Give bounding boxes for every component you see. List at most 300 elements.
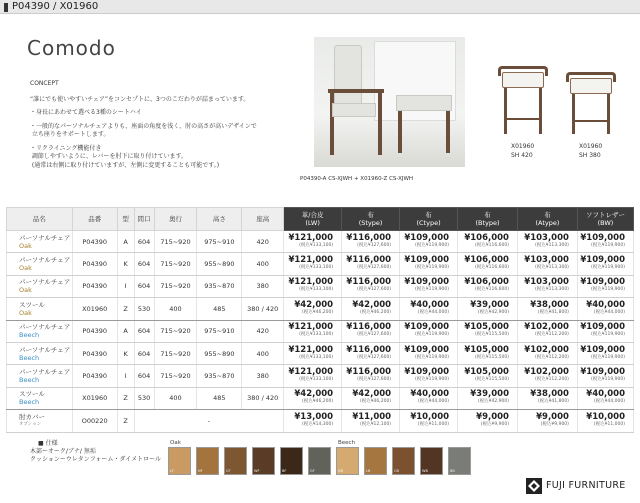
col-header: 高さ xyxy=(197,208,242,231)
seat-height-cell: 380 xyxy=(242,275,284,297)
price-cell xyxy=(458,253,518,275)
price-value: ¥116,000 xyxy=(346,255,392,266)
price-cell xyxy=(284,342,342,364)
wood-swatch xyxy=(168,447,191,475)
seat-height-cell: 380 / 420 xyxy=(242,298,284,320)
width-cell: 604 xyxy=(134,231,154,253)
price-col-grade: (Atype) xyxy=(535,219,560,227)
price-cell xyxy=(284,320,342,342)
swatch-code: NF xyxy=(198,469,203,473)
product-name: 肘カバー xyxy=(19,412,45,421)
price-col-grade: (LW) xyxy=(305,219,320,227)
price-value: ¥109,000 xyxy=(404,255,450,266)
height-cell: 935~870 xyxy=(197,365,242,387)
col-header: 品名 xyxy=(7,208,73,231)
col-header: 座高 xyxy=(242,208,284,231)
price-value: ¥38,000 xyxy=(530,299,569,310)
product-name: パーソナルチェア xyxy=(19,278,71,287)
swatch-code: LB xyxy=(366,469,371,473)
height-cell: 485 xyxy=(197,298,242,320)
price-tax-included: (税込¥113,300) xyxy=(534,242,569,248)
type-cell: Z xyxy=(117,387,134,409)
price-value: ¥121,000 xyxy=(288,277,334,288)
depth-cell: 715~920 xyxy=(154,275,197,297)
finish-label: Oak xyxy=(19,286,32,295)
price-cell xyxy=(517,320,577,342)
price-value: ¥106,000 xyxy=(464,277,509,288)
price-value: ¥109,000 xyxy=(580,344,625,355)
beech-swatch-label: Beech xyxy=(338,440,356,446)
product-name: パーソナルチェア xyxy=(19,368,71,377)
price-value: ¥105,000 xyxy=(464,322,509,333)
spec-heading-text: 仕様 xyxy=(45,440,58,447)
price-value: ¥121,000 xyxy=(288,367,334,378)
price-value: ¥39,000 xyxy=(470,389,509,400)
width-cell: 530 xyxy=(134,298,154,320)
product-name: パーソナルチェア xyxy=(19,233,71,242)
seat-height-cell: 420 xyxy=(242,231,284,253)
price-value: ¥38,000 xyxy=(530,389,569,400)
price-cell xyxy=(577,253,633,275)
concept-block xyxy=(30,80,280,175)
price-cell xyxy=(400,365,458,387)
price-tax-included: (税込¥115,500) xyxy=(475,354,509,360)
price-cell xyxy=(400,320,458,342)
concept-paragraph: “誰にでも使いやすいチェア”をコンセプトに、3つのこだわりが詰まっています。 xyxy=(30,95,250,103)
type-cell: K xyxy=(117,342,134,364)
price-cell xyxy=(400,231,458,253)
price-tax-included: (税込¥113,300) xyxy=(534,265,569,271)
price-col-header xyxy=(400,208,458,231)
swatch-code: BB xyxy=(450,469,455,473)
price-col-label: 布 xyxy=(425,211,432,219)
stool-seat-height: SH 380 xyxy=(579,152,601,159)
price-tax-included: (税込¥119,900) xyxy=(415,242,450,248)
price-value: ¥11,000 xyxy=(352,411,392,422)
price-col-header xyxy=(342,208,400,231)
price-value: ¥10,000 xyxy=(586,411,625,422)
price-cell xyxy=(517,298,577,320)
price-value: ¥42,000 xyxy=(294,389,334,400)
swatch-code: BF xyxy=(282,469,287,473)
price-tax-included: (税込¥119,900) xyxy=(415,332,450,338)
code-cell: O00220 xyxy=(72,410,117,432)
col-header: 品番 xyxy=(72,208,117,231)
price-tax-included: (税込¥119,900) xyxy=(591,287,625,293)
stool-seat xyxy=(502,72,544,88)
stool-leg xyxy=(539,88,542,134)
photo-chair-arm xyxy=(328,89,384,93)
price-tax-included: (税込¥133,100) xyxy=(299,242,334,248)
price-col-header xyxy=(284,208,342,231)
photo-stool-top xyxy=(396,95,452,111)
price-tax-included: (税込¥115,500) xyxy=(475,377,509,383)
finish-label: Oak xyxy=(19,264,32,273)
price-value: ¥102,000 xyxy=(524,367,569,378)
table-row xyxy=(7,275,634,297)
price-value: ¥109,000 xyxy=(580,322,625,333)
finish-label: Beech xyxy=(19,353,40,362)
swatch-code: NB xyxy=(338,469,344,473)
price-cell xyxy=(458,298,518,320)
price-tax-included: (税込¥119,900) xyxy=(415,354,450,360)
price-cell xyxy=(284,298,342,320)
seat-height-cell: 380 / 420 xyxy=(242,387,284,409)
wood-swatch xyxy=(280,447,303,475)
photo-chair-leg xyxy=(378,93,382,155)
price-tax-included: (税込¥112,200) xyxy=(534,354,569,360)
price-value: ¥42,000 xyxy=(352,299,392,310)
price-value: ¥109,000 xyxy=(580,232,625,243)
price-cell xyxy=(284,410,342,432)
product-name: パーソナルチェア xyxy=(19,256,71,265)
photo-stool-leg xyxy=(398,111,402,153)
height-cell: 975~910 xyxy=(197,320,242,342)
price-value: ¥103,000 xyxy=(524,255,569,266)
product-name-cell xyxy=(7,342,73,364)
price-tax-included: (税込¥42,900) xyxy=(477,399,509,405)
photo-chair-seat xyxy=(332,103,376,117)
price-value: ¥102,000 xyxy=(524,322,569,333)
dimension-cell: - xyxy=(134,410,284,432)
price-tax-included: (税込¥119,900) xyxy=(415,265,450,271)
price-value: ¥106,000 xyxy=(464,232,509,243)
price-cell xyxy=(342,365,400,387)
price-value: ¥9,000 xyxy=(536,411,569,422)
price-cell xyxy=(577,342,633,364)
price-cell xyxy=(577,320,633,342)
price-tax-included: (税込¥127,600) xyxy=(357,354,392,360)
stool-seat xyxy=(570,78,612,94)
price-table xyxy=(6,207,634,433)
price-tax-included: (税込¥119,900) xyxy=(591,242,625,248)
wood-swatch xyxy=(392,447,415,475)
wood-swatch xyxy=(336,447,359,475)
price-col-label: 革/合皮 xyxy=(301,211,324,219)
stool-leg xyxy=(504,88,507,134)
price-col-label: 布 xyxy=(484,211,491,219)
type-cell: Z xyxy=(117,410,134,432)
price-value: ¥109,000 xyxy=(580,367,625,378)
price-value: ¥109,000 xyxy=(580,277,625,288)
concept-paragraph: ・リクライニング機能付き 調節しやすいように、レバーを肘下に取り付けています。 (通常は右側に取り付けていますが、左側に変更することも可能です。) xyxy=(30,144,220,169)
code-cell: P04390 xyxy=(72,320,117,342)
depth-cell: 715~920 xyxy=(154,253,197,275)
type-cell: A xyxy=(117,320,134,342)
header-bar xyxy=(0,0,640,14)
code-cell: X01960 xyxy=(72,298,117,320)
price-tax-included: (税込¥116,600) xyxy=(475,287,509,293)
price-cell xyxy=(458,231,518,253)
price-tax-included: (税込¥133,100) xyxy=(299,287,334,293)
type-cell: Z xyxy=(117,298,134,320)
swatch-code: WB xyxy=(422,469,428,473)
price-cell xyxy=(577,298,633,320)
price-col-header xyxy=(458,208,518,231)
seat-height-cell: 380 xyxy=(242,365,284,387)
table-row xyxy=(7,342,634,364)
product-name: スツール xyxy=(19,390,45,399)
price-tax-included: (税込¥133,100) xyxy=(299,265,334,271)
price-value: ¥116,000 xyxy=(346,277,392,288)
code-cell: P04390 xyxy=(72,253,117,275)
price-value: ¥9,000 xyxy=(476,411,509,422)
concept-paragraph: ・一般的なパーソナルチェアよりも、座面の角度を浅く、肘の高さが高いデザインで 立ち座りをサポートします。 xyxy=(30,122,257,138)
wood-swatch xyxy=(420,447,443,475)
finish-label: Beech xyxy=(19,331,40,340)
table-row xyxy=(7,410,634,432)
price-cell xyxy=(284,365,342,387)
price-cell xyxy=(400,298,458,320)
height-cell: 975~910 xyxy=(197,231,242,253)
swatch-code: LF xyxy=(170,469,174,473)
price-cell xyxy=(577,410,633,432)
table-header-row xyxy=(7,208,634,231)
table-row xyxy=(7,365,634,387)
price-tax-included: (税込¥112,200) xyxy=(534,332,569,338)
price-tax-included: (税込¥46,200) xyxy=(301,399,334,405)
wood-swatch xyxy=(364,447,387,475)
price-tax-included: (税込¥133,100) xyxy=(299,377,334,383)
price-value: ¥40,000 xyxy=(586,299,625,310)
price-cell xyxy=(458,387,518,409)
price-value: ¥121,000 xyxy=(288,255,334,266)
price-tax-included: (税込¥119,900) xyxy=(415,377,450,383)
price-tax-included: (税込¥11,000) xyxy=(417,421,450,427)
price-cell xyxy=(342,410,400,432)
product-name-cell xyxy=(7,231,73,253)
wood-swatch xyxy=(196,447,219,475)
price-tax-included: (税込¥127,600) xyxy=(357,287,392,293)
product-name-cell xyxy=(7,253,73,275)
price-value: ¥40,000 xyxy=(410,299,450,310)
type-cell: I xyxy=(117,365,134,387)
price-value: ¥105,000 xyxy=(464,344,509,355)
code-cell: P04390 xyxy=(72,342,117,364)
table-row xyxy=(7,387,634,409)
oak-swatch-label: Oak xyxy=(170,440,181,446)
concept-paragraph: ・身長にあわせて選べる3種のシートハイ xyxy=(30,109,142,116)
swatch-code: WF xyxy=(254,469,260,473)
height-cell: 935~870 xyxy=(197,275,242,297)
price-col-grade: (BW) xyxy=(597,219,614,227)
price-cell xyxy=(458,342,518,364)
price-cell xyxy=(517,253,577,275)
price-tax-included: (税込¥115,500) xyxy=(475,332,509,338)
price-value: ¥116,000 xyxy=(346,322,392,333)
product-name: パーソナルチェア xyxy=(19,345,71,354)
stool-code: X01960 xyxy=(579,143,603,150)
wood-swatch xyxy=(448,447,471,475)
price-col-header xyxy=(577,208,633,231)
price-cell xyxy=(342,298,400,320)
wood-swatch xyxy=(224,447,247,475)
finish-label: オプション xyxy=(19,421,42,427)
depth-cell: 715~920 xyxy=(154,365,197,387)
depth-cell: 715~920 xyxy=(154,342,197,364)
code-cell: P04390 xyxy=(72,231,117,253)
spec-line: 木部ーオーク/ブナ/ 無垢 xyxy=(30,448,96,455)
price-tax-included: (税込¥14,300) xyxy=(301,421,334,427)
wood-swatch xyxy=(252,447,275,475)
price-cell xyxy=(577,231,633,253)
price-table-body xyxy=(7,231,634,433)
concept-heading: CONCEPT xyxy=(30,80,59,87)
type-cell: K xyxy=(117,253,134,275)
price-value: ¥109,000 xyxy=(404,367,450,378)
table-row xyxy=(7,320,634,342)
code-cell: P04390 xyxy=(72,365,117,387)
price-cell xyxy=(342,231,400,253)
price-tax-included: (税込¥44,000) xyxy=(417,309,450,315)
price-value: ¥42,000 xyxy=(352,389,392,400)
photo-stool-leg xyxy=(446,111,450,153)
price-cell xyxy=(342,320,400,342)
seat-height-cell: 400 xyxy=(242,253,284,275)
brand-logo xyxy=(526,476,636,496)
height-cell: 955~890 xyxy=(197,342,242,364)
height-cell: 485 xyxy=(197,387,242,409)
price-cell xyxy=(400,342,458,364)
price-col-label: ソフトレザー xyxy=(585,211,625,219)
depth-cell: 400 xyxy=(154,387,197,409)
price-tax-included: (税込¥127,600) xyxy=(357,377,392,383)
brand-name: FUJI FURNITURE xyxy=(546,480,626,491)
price-cell xyxy=(517,410,577,432)
price-cell xyxy=(577,365,633,387)
price-tax-included: (税込¥133,100) xyxy=(299,332,334,338)
code-cell: P04390 xyxy=(72,275,117,297)
price-cell xyxy=(400,253,458,275)
wood-swatch xyxy=(308,447,331,475)
price-cell xyxy=(400,275,458,297)
price-tax-included: (税込¥41,800) xyxy=(537,309,569,315)
product-code: P04390 / X01960 xyxy=(12,1,99,12)
price-value: ¥39,000 xyxy=(470,299,509,310)
price-tax-included: (税込¥127,600) xyxy=(357,242,392,248)
product-name: スツール xyxy=(19,300,45,309)
table-row xyxy=(7,298,634,320)
price-cell xyxy=(284,275,342,297)
stool-image-sh380 xyxy=(566,72,616,138)
price-value: ¥121,000 xyxy=(288,232,334,243)
product-name-cell xyxy=(7,275,73,297)
product-name-cell xyxy=(7,298,73,320)
price-tax-included: (税込¥11,000) xyxy=(593,421,625,427)
type-cell: I xyxy=(117,275,134,297)
product-name: パーソナルチェア xyxy=(19,323,71,332)
price-tax-included: (税込¥119,900) xyxy=(591,265,625,271)
product-name-cell xyxy=(7,320,73,342)
price-cell xyxy=(284,231,342,253)
finish-label: Oak xyxy=(19,241,32,250)
price-col-grade: (Stype) xyxy=(358,219,383,227)
product-name-cell xyxy=(7,410,73,432)
fuji-emblem-icon xyxy=(526,478,542,494)
price-cell xyxy=(517,231,577,253)
col-header: 間口 xyxy=(134,208,154,231)
price-tax-included: (税込¥44,000) xyxy=(417,399,450,405)
price-value: ¥103,000 xyxy=(524,232,569,243)
stool-caption xyxy=(579,142,602,160)
height-cell: 955~890 xyxy=(197,253,242,275)
price-tax-included: (税込¥46,200) xyxy=(359,309,392,315)
swatch-code: CB xyxy=(394,469,399,473)
stool-code: X01960 xyxy=(511,143,535,150)
price-value: ¥40,000 xyxy=(586,389,625,400)
depth-cell: 715~920 xyxy=(154,231,197,253)
price-tax-included: (税込¥46,200) xyxy=(359,399,392,405)
price-tax-included: (税込¥116,600) xyxy=(475,242,509,248)
price-tax-included: (税込¥119,900) xyxy=(591,354,625,360)
price-cell xyxy=(577,387,633,409)
header-mark xyxy=(4,3,8,12)
price-tax-included: (税込¥112,200) xyxy=(534,377,569,383)
price-value: ¥42,000 xyxy=(294,299,334,310)
price-cell xyxy=(517,365,577,387)
price-value: ¥109,000 xyxy=(404,322,450,333)
price-tax-included: (税込¥119,900) xyxy=(415,287,450,293)
price-value: ¥102,000 xyxy=(524,344,569,355)
price-value: ¥121,000 xyxy=(288,322,334,333)
width-cell: 604 xyxy=(134,320,154,342)
price-tax-included: (税込¥113,300) xyxy=(534,287,569,293)
width-cell: 604 xyxy=(134,365,154,387)
price-cell xyxy=(458,275,518,297)
seat-height-cell: 420 xyxy=(242,320,284,342)
price-col-grade: (Ctype) xyxy=(416,219,441,227)
product-name-cell xyxy=(7,387,73,409)
stool-rail xyxy=(572,120,610,122)
price-tax-included: (税込¥119,900) xyxy=(591,377,625,383)
price-value: ¥116,000 xyxy=(346,367,392,378)
price-value: ¥109,000 xyxy=(580,255,625,266)
price-value: ¥116,000 xyxy=(346,232,392,243)
col-header: 奥行 xyxy=(154,208,197,231)
price-tax-included: (税込¥12,100) xyxy=(359,421,392,427)
price-cell xyxy=(458,320,518,342)
swatch-code: GF xyxy=(310,469,315,473)
stool-seat-height: SH 420 xyxy=(511,152,533,159)
stool-leg xyxy=(607,94,610,134)
price-value: ¥13,000 xyxy=(294,411,334,422)
price-value: ¥106,000 xyxy=(464,255,509,266)
price-cell xyxy=(284,387,342,409)
spec-heading: ■ 仕様 xyxy=(38,440,58,447)
price-col-header xyxy=(517,208,577,231)
price-cell xyxy=(458,365,518,387)
price-cell xyxy=(517,387,577,409)
finish-label: Beech xyxy=(19,398,40,407)
type-cell: A xyxy=(117,231,134,253)
price-tax-included: (税込¥127,600) xyxy=(357,265,392,271)
price-col-grade: (Btype) xyxy=(475,219,500,227)
width-cell: 604 xyxy=(134,253,154,275)
price-tax-included: (税込¥46,200) xyxy=(301,309,334,315)
price-tax-included: (税込¥116,600) xyxy=(475,265,509,271)
stool-caption xyxy=(511,142,534,160)
price-cell xyxy=(400,387,458,409)
col-header: 型 xyxy=(117,208,134,231)
price-cell xyxy=(342,342,400,364)
price-tax-included: (税込¥44,000) xyxy=(593,309,625,315)
photo-caption: P04390-A CS-XJWH + X01960-Z CS-XJWH xyxy=(300,176,414,182)
price-cell xyxy=(517,275,577,297)
price-col-label: 布 xyxy=(544,211,551,219)
price-value: ¥40,000 xyxy=(410,389,450,400)
width-cell: 530 xyxy=(134,387,154,409)
price-tax-included: (税込¥9,900) xyxy=(480,421,509,427)
